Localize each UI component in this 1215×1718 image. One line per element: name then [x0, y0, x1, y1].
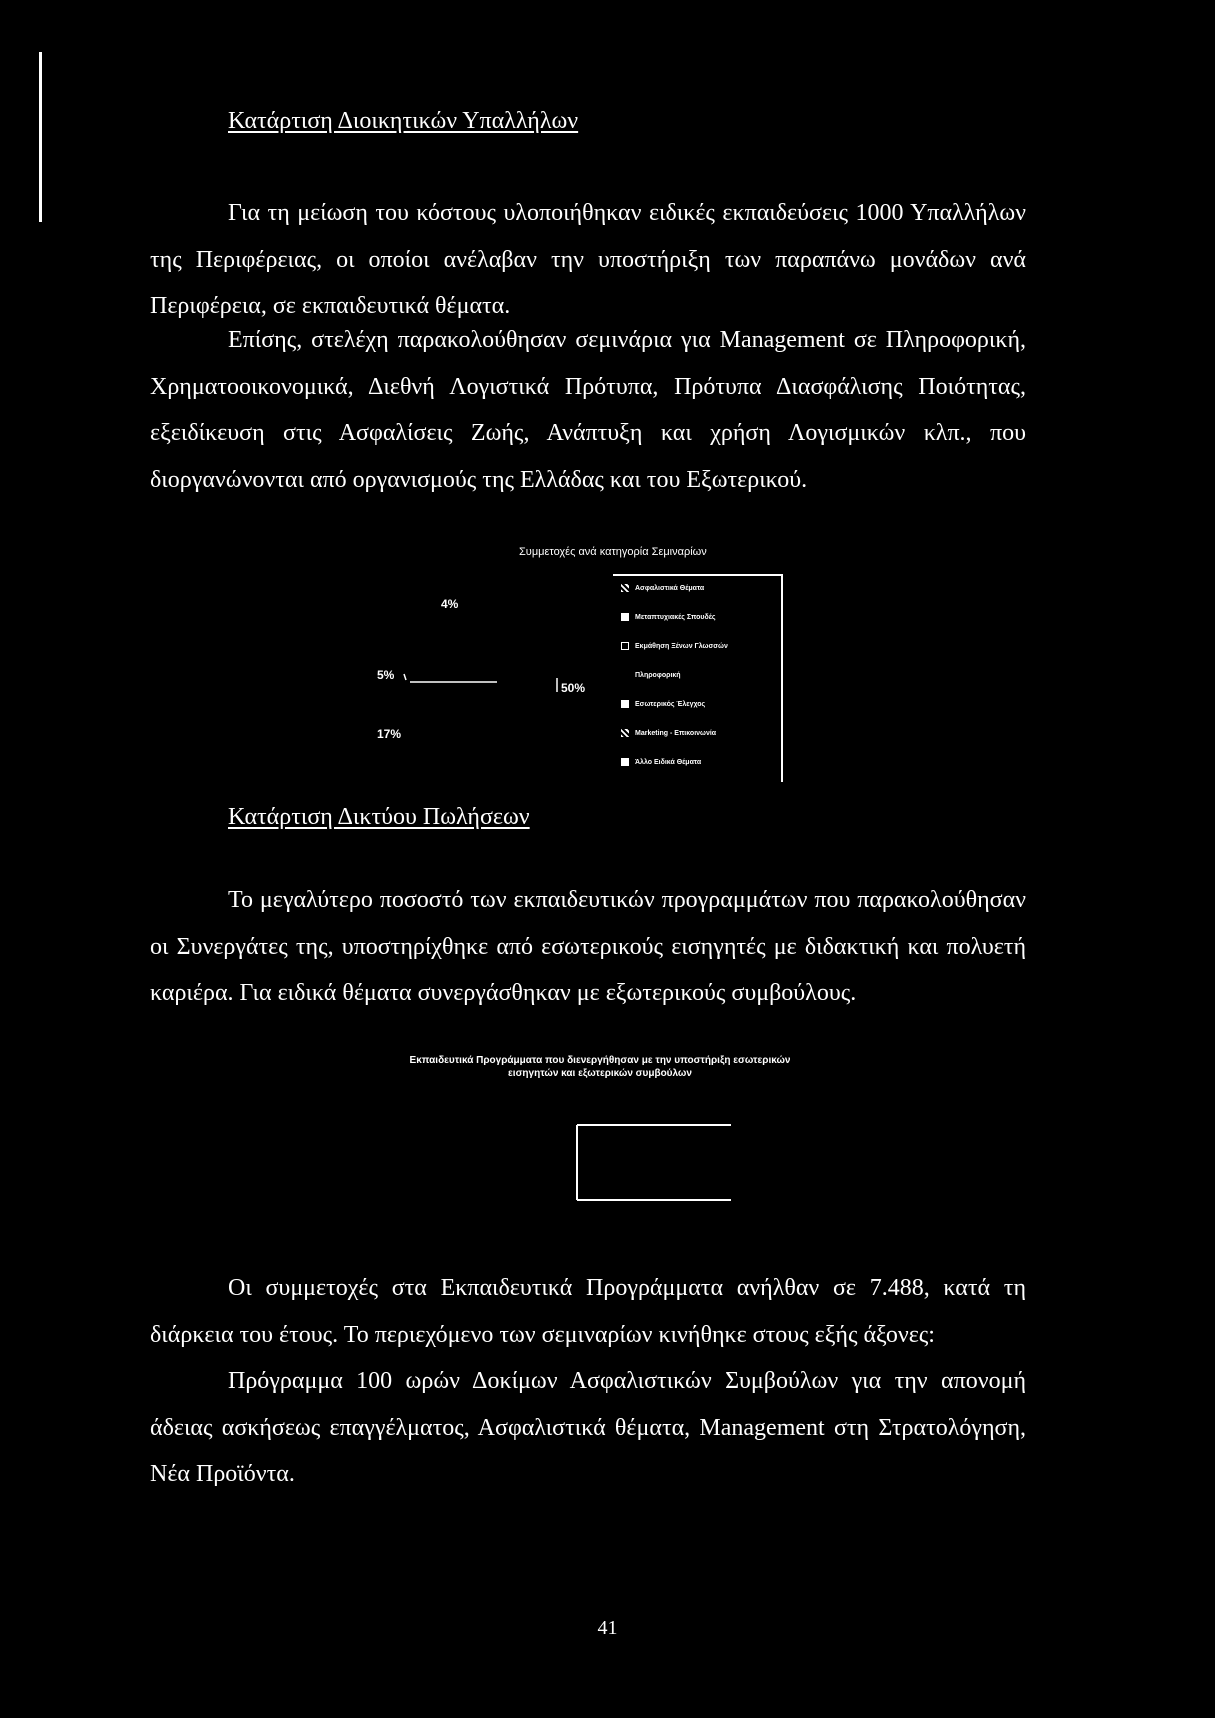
- chart1-title: Συμμετοχές ανά κατηγορία Σεμιναρίων: [519, 546, 707, 558]
- section-heading-sales-network-training: Κατάρτιση Δικτύου Πωλήσεων: [228, 804, 530, 830]
- legend-item: [621, 758, 701, 766]
- legend-label: Μεταπτυχιακές Σπουδές: [635, 613, 716, 621]
- legend-swatch: [621, 613, 629, 621]
- pie-label-5: 5%: [377, 668, 395, 682]
- legend-swatch: [621, 642, 629, 650]
- legend-label: Εκμάθηση Ξένων Γλωσσών: [635, 642, 728, 650]
- pie-leader-lines: [390, 670, 570, 700]
- legend-label: Ασφαλιστικά Θέματα: [635, 584, 705, 592]
- paragraph-participations: Οι συμμετοχές στα Εκπαιδευτικά Προγράμματα ανήλθαν σε 7.488, κατά τη διάρκεια του έτους. Το περιεχόμενο των σεμιναρίων κινήθηκε στους εξής άξονες:: [150, 1275, 1026, 1348]
- pie-label-50: 50%: [561, 681, 586, 695]
- legend-item: [621, 584, 704, 592]
- paragraph-seminars: Επίσης, στελέχη παρακολούθησαν σεμινάρια για Management σε Πληροφορική, Χρηματοοικονομικά, Διεθνή Λογιστικά Πρότυπα, Πρότυπα Διασφάλισης Ποιότητας, εξειδίκευση στις Ασφαλίσεις Ζωής, Ανάπτυξη και χρήση Λογισμικών κλπ., που διοργανώνονται από οργανισμούς της Ελλάδας και του Εξωτερικού.: [150, 327, 1026, 493]
- legend-item: [621, 700, 705, 708]
- margin-bar: [39, 52, 42, 222]
- leader-line-5a: [404, 674, 406, 680]
- legend-label: Πληροφορική: [635, 671, 681, 679]
- legend-label: Άλλο Ειδικά Θέματα: [635, 758, 702, 766]
- legend-swatch: [621, 584, 629, 592]
- legend-item: [621, 613, 716, 621]
- legend-label: Marketing - Επικοινωνία: [635, 729, 717, 737]
- legend-swatch: [621, 671, 629, 679]
- legend-swatch: [621, 729, 629, 737]
- chart2-frame: [576, 1122, 732, 1202]
- pie-label-17: 17%: [377, 727, 402, 741]
- legend-swatch: [621, 758, 629, 766]
- legend-item: [621, 642, 728, 650]
- legend-item: [621, 729, 716, 737]
- section-heading-admin-training: Κατάρτιση Διοικητικών Υπαλλήλων: [228, 108, 579, 134]
- paragraph-cost-reduction: Για τη μείωση του κόστους υλοποιήθηκαν ειδικές εκπαιδεύσεις 1000 Υπαλλήλων της Περιφέρειας, οι οποίοι ανέλαβαν την υποστήριξη των παραπάνω μονάδων ανά Περιφέρεια, σε εκπαιδευτικά θέματα.: [150, 200, 1026, 319]
- paragraph-program-axes: Πρόγραμμα 100 ωρών Δοκίμων Ασφαλιστικών Συμβούλων για την απονομή άδειας ασκήσεως επαγγέλματος, Ασφαλιστικά θέματα, Management στη Στρατολόγηση, Νέα Προϊόντα.: [150, 1368, 1026, 1487]
- legend-label: Εσωτερικός Έλεγχος: [635, 700, 706, 708]
- chart1-legend: [613, 574, 783, 782]
- pie-label-4: 4%: [441, 597, 459, 611]
- page-number: 41: [597, 1617, 618, 1639]
- chart2-title: Εκπαιδευτικά Προγράμματα που διενεργήθησαν με την υποστήριξη εσωτερικών εισηγητών και εξωτερικών συμβούλων: [409, 1055, 791, 1079]
- legend-item: [621, 671, 681, 679]
- paragraph-sales-network: Το μεγαλύτερο ποσοστό των εκπαιδευτικών προγραμμάτων που παρακολούθησαν οι Συνεργάτες της, υποστηρίχθηκε από εσωτερικούς εισηγητές με διδακτική και πολυετή καριέρα. Για ειδικά θέματα συνεργάσθηκαν με εξωτερικούς συμβούλους.: [150, 887, 1026, 1006]
- legend-swatch: [621, 700, 629, 708]
